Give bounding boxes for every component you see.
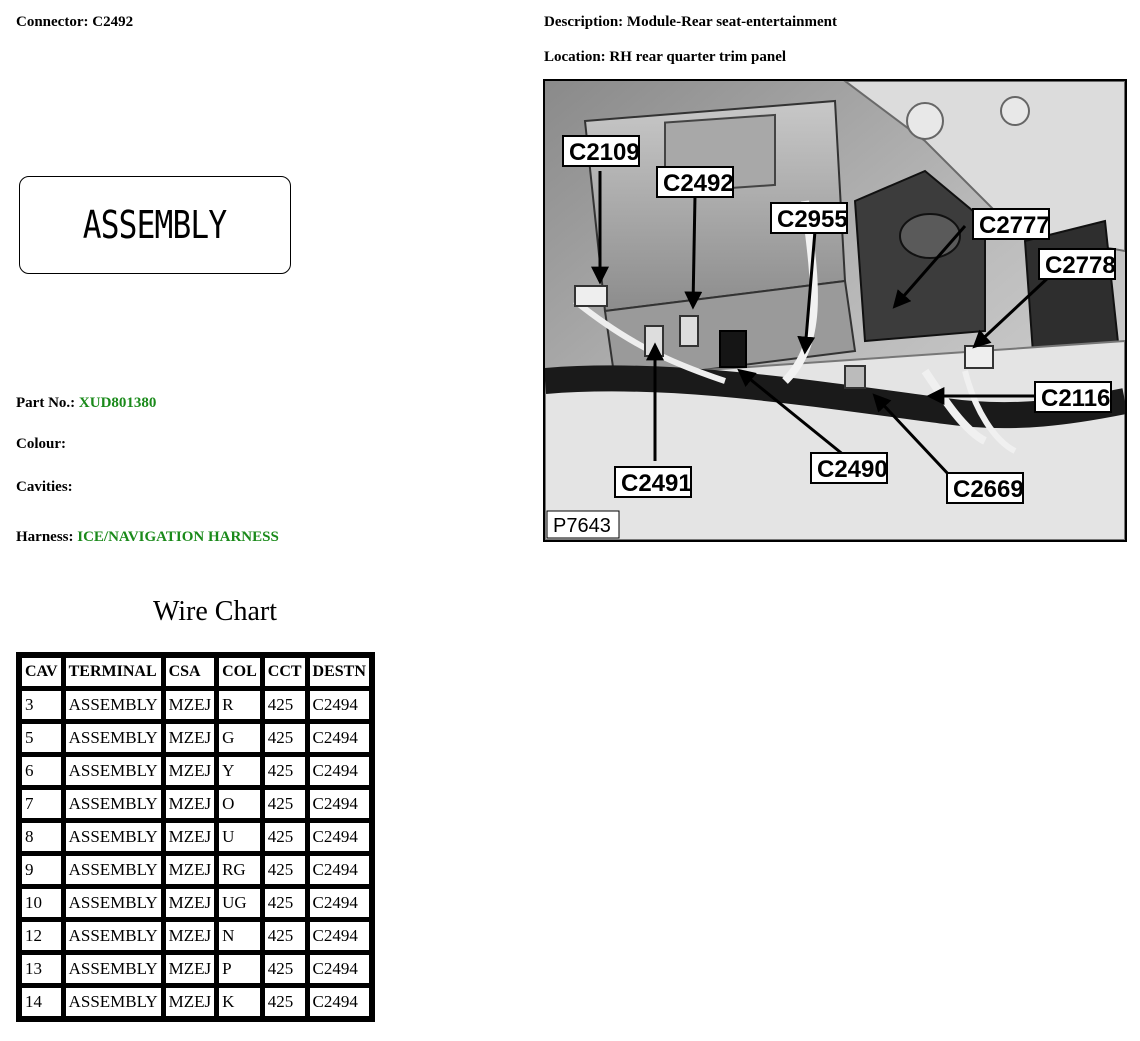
wire-chart-body [21,690,370,1017]
cell-csa: MZEJ [165,690,216,720]
table-row [21,987,370,1017]
cell-cav: 10 [21,888,62,918]
harness-link[interactable]: ICE/NAVIGATION HARNESS [77,529,279,545]
svg-text:C2777: C2777 [979,212,1050,239]
cell-col: N [218,921,261,951]
cell-terminal: ASSEMBLY [65,789,162,819]
header-destn: DESTN [309,657,370,687]
callout-c2492 [657,167,734,197]
cavities-label: Cavities: [16,479,73,495]
header-terminal: TERMINAL [65,657,162,687]
callout-c2778 [1039,249,1116,279]
svg-text:C2116: C2116 [1041,385,1111,412]
cell-csa: MZEJ [165,789,216,819]
table-row [21,789,370,819]
cell-cav: 9 [21,855,62,885]
cell-terminal: ASSEMBLY [65,855,162,885]
figure-id-label [547,511,619,538]
table-row [21,888,370,918]
cell-csa: MZEJ [165,822,216,852]
wire-chart-header-row [21,657,370,687]
location-diagram [545,81,1125,540]
svg-text:C2491: C2491 [621,470,692,497]
header-cav: CAV [21,657,62,687]
callout-c2116 [1035,382,1111,412]
cell-destn: C2494 [309,987,370,1017]
cell-cct: 425 [264,756,306,786]
cell-col: Y [218,756,261,786]
cell-destn: C2494 [309,723,370,753]
callout-c2490 [811,453,888,483]
svg-text:C2490: C2490 [817,456,888,483]
cell-destn: C2494 [309,921,370,951]
cell-terminal: ASSEMBLY [65,723,162,753]
header-col: COL [218,657,261,687]
callout-c2777 [973,209,1050,239]
cell-cav: 14 [21,987,62,1017]
cell-col: UG [218,888,261,918]
table-row [21,756,370,786]
cell-col: RG [218,855,261,885]
harness-field [16,529,279,546]
svg-text:C2955: C2955 [777,206,848,233]
connector-value: C2492 [92,14,134,30]
part-no-field [16,395,156,412]
cell-col: O [218,789,261,819]
cell-destn: C2494 [309,954,370,984]
cell-cct: 425 [264,987,306,1017]
cell-cav: 5 [21,723,62,753]
cell-cav: 7 [21,789,62,819]
connector-field [16,14,133,31]
cell-csa: MZEJ [165,888,216,918]
svg-text:C2669: C2669 [953,476,1024,503]
cell-cct: 425 [264,855,306,885]
cell-destn: C2494 [309,855,370,885]
cell-col: K [218,987,261,1017]
cell-terminal: ASSEMBLY [65,921,162,951]
cell-csa: MZEJ [165,855,216,885]
cell-cct: 425 [264,921,306,951]
cell-csa: MZEJ [165,756,216,786]
cell-terminal: ASSEMBLY [65,756,162,786]
cell-cct: 425 [264,954,306,984]
cell-cav: 3 [21,690,62,720]
cell-destn: C2494 [309,789,370,819]
header-csa: CSA [165,657,216,687]
table-row [21,855,370,885]
cell-cav: 6 [21,756,62,786]
table-row [21,723,370,753]
cell-terminal: ASSEMBLY [65,822,162,852]
cell-cct: 425 [264,789,306,819]
cell-col: G [218,723,261,753]
cell-csa: MZEJ [165,987,216,1017]
location-field [544,49,786,66]
cell-cav: 13 [21,954,62,984]
svg-text:C2109: C2109 [569,139,640,166]
part-no-link[interactable]: XUD801380 [78,395,157,411]
callout-c2669 [947,473,1024,503]
location-label: Location: [544,49,606,65]
cell-cav: 12 [21,921,62,951]
connector-location-photo [543,79,1127,542]
cell-csa: MZEJ [165,723,216,753]
cell-col: R [218,690,261,720]
cell-cct: 425 [264,690,306,720]
cell-terminal: ASSEMBLY [65,987,162,1017]
callout-c2491 [615,467,692,497]
description-field [544,14,837,31]
cell-destn: C2494 [309,822,370,852]
cell-col: P [218,954,261,984]
svg-text:C2492: C2492 [663,170,734,197]
colour-field [16,436,66,453]
cell-destn: C2494 [309,888,370,918]
cell-csa: MZEJ [165,921,216,951]
cell-cct: 425 [264,822,306,852]
description-value: Module-Rear seat-entertainment [626,14,837,30]
cell-cct: 425 [264,723,306,753]
assembly-image-text: ASSEMBLY [83,203,227,247]
cell-col: U [218,822,261,852]
connector-label: Connector: [16,14,89,30]
cell-terminal: ASSEMBLY [65,954,162,984]
location-value: RH rear quarter trim panel [609,49,787,65]
colour-label: Colour: [16,436,66,452]
cell-csa: MZEJ [165,954,216,984]
callout-c2109 [563,136,640,166]
assembly-image-box [19,176,291,274]
table-row [21,822,370,852]
callout-c2955 [771,203,848,233]
header-cct: CCT [264,657,306,687]
svg-text:C2778: C2778 [1045,252,1116,279]
wire-chart-table [16,652,375,1022]
description-label: Description: [544,14,624,30]
cavities-field [16,479,73,496]
table-row [21,954,370,984]
table-row [21,690,370,720]
cell-cav: 8 [21,822,62,852]
cell-destn: C2494 [309,690,370,720]
svg-text:P7643: P7643 [553,515,611,537]
harness-label: Harness: [16,529,74,545]
part-no-label: Part No.: [16,395,76,411]
cell-destn: C2494 [309,756,370,786]
cell-terminal: ASSEMBLY [65,888,162,918]
table-row [21,921,370,951]
cell-terminal: ASSEMBLY [65,690,162,720]
wire-chart-title: Wire Chart [152,596,278,627]
cell-cct: 425 [264,888,306,918]
